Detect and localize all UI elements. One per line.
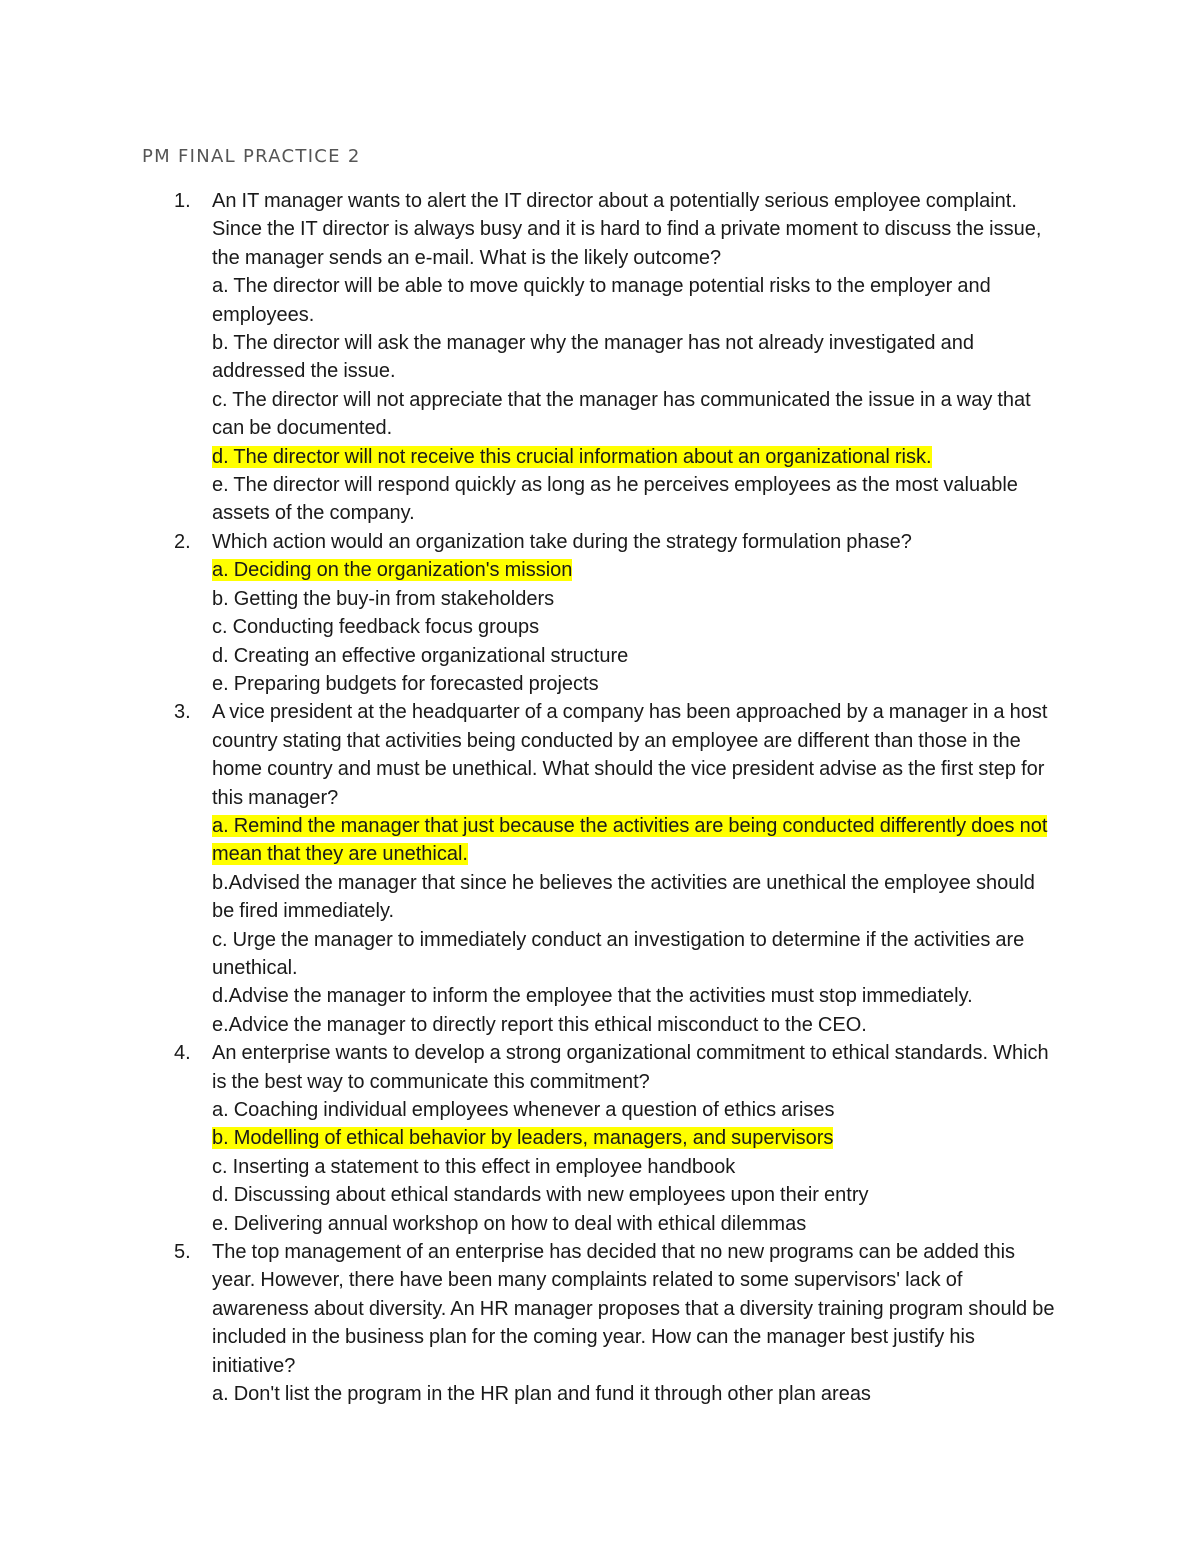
answer-option-b: b.Advised the manager that since he believes the activities are unethical the employee should be fired immediately.	[212, 871, 1035, 923]
answer-highlight: a. Remind the manager that just because the activities are being conducted differently does not mean that they are unethical.	[212, 814, 1048, 866]
answer-option-a: a. Don't list the program in the HR plan and fund it through other plan areas	[212, 1383, 871, 1406]
question-3	[0, 698, 1062, 1039]
question-4	[0, 1039, 1062, 1238]
question-number: 1.	[174, 190, 191, 212]
answer-highlight: d. The director will not receive this crucial information about an organizational risk.	[212, 445, 932, 468]
question-stem: An IT manager wants to alert the IT director about a potentially serious employee complaint. Since the IT director is always busy and it is hard to find a private moment to discuss the issue, the manager sends an e-mail. What is the likely outcome?	[212, 190, 1042, 269]
answer-highlight: b. Modelling of ethical behavior by leaders, managers, and supervisors	[212, 1127, 834, 1150]
answer-option-b-highlighted	[212, 1124, 1062, 1152]
answer-option-d-highlighted	[212, 443, 1062, 471]
answer-option-a: a. Coaching individual employees whenever a question of ethics arises	[212, 1099, 835, 1121]
answer-option-b: b. The director will ask the manager why the manager has not already investigated and addressed the issue.	[212, 332, 974, 383]
answer-option-c: c. Inserting a statement to this effect in employee handbook	[212, 1155, 736, 1178]
answer-option-e: e. Delivering annual workshop on how to deal with ethical dilemmas	[212, 1212, 807, 1235]
question-stem: Which action would an organization take during the strategy formulation phase?	[212, 530, 912, 553]
answer-highlight: a. Deciding on the organization's mission	[212, 559, 573, 582]
answer-option-e: e. Preparing budgets for forecasted projects	[212, 672, 599, 695]
answer-option-a-highlighted	[212, 812, 1062, 869]
question-2	[0, 528, 1062, 698]
answer-option-d: d. Creating an effective organizational structure	[212, 644, 629, 667]
answer-option-c: c. Conducting feedback focus groups	[212, 616, 540, 639]
document-title: PM FINAL PRACTICE 2	[142, 146, 361, 167]
question-stem: A vice president at the headquarter of a company has been approached by a manager in a host country stating that activities being conducted by an employee are different than those in the home country and must be unethical. What should the vice president advise as the first step for this manager?	[212, 701, 1048, 809]
answer-option-e: e. The director will respond quickly as long as he perceives employees as the most valuable assets of the company.	[212, 474, 1018, 525]
answer-option-b: b. Getting the buy-in from stakeholders	[212, 587, 555, 610]
answer-option-c: c. The director will not appreciate that the manager has communicated the issue in a way that can be documented.	[212, 388, 1031, 440]
question-number: 3.	[174, 701, 191, 724]
question-number: 5.	[174, 1241, 191, 1264]
answer-option-a: a. The director will be able to move quickly to manage potential risks to the employer and employees.	[212, 275, 991, 326]
question-stem: The top management of an enterprise has decided that no new programs can be added this year. However, there have been many complaints related to some supervisors' lack of awareness about diversity. An HR manager proposes that a diversity training program should be included in the business plan for the coming year. How can the manager best justify his initiative?	[212, 1241, 1055, 1377]
answer-option-c: c. Urge the manager to immediately conduct an investigation to determine if the activities are unethical.	[212, 928, 1025, 979]
answer-option-d: d.Advise the manager to inform the employee that the activities must stop immediately.	[212, 985, 973, 1008]
answer-option-a-highlighted	[212, 556, 1062, 584]
answer-option-d: d. Discussing about ethical standards with new employees upon their entry	[212, 1184, 869, 1207]
question-list	[0, 187, 1200, 1408]
question-1	[0, 187, 1062, 528]
question-number: 2.	[174, 530, 191, 553]
question-number: 4.	[174, 1042, 191, 1065]
question-5	[0, 1238, 1062, 1408]
answer-option-e: e.Advice the manager to directly report this ethical misconduct to the CEO.	[212, 1013, 867, 1036]
question-stem: An enterprise wants to develop a strong organizational commitment to ethical standards. Which is the best way to communicate this commitment?	[212, 1042, 1049, 1093]
